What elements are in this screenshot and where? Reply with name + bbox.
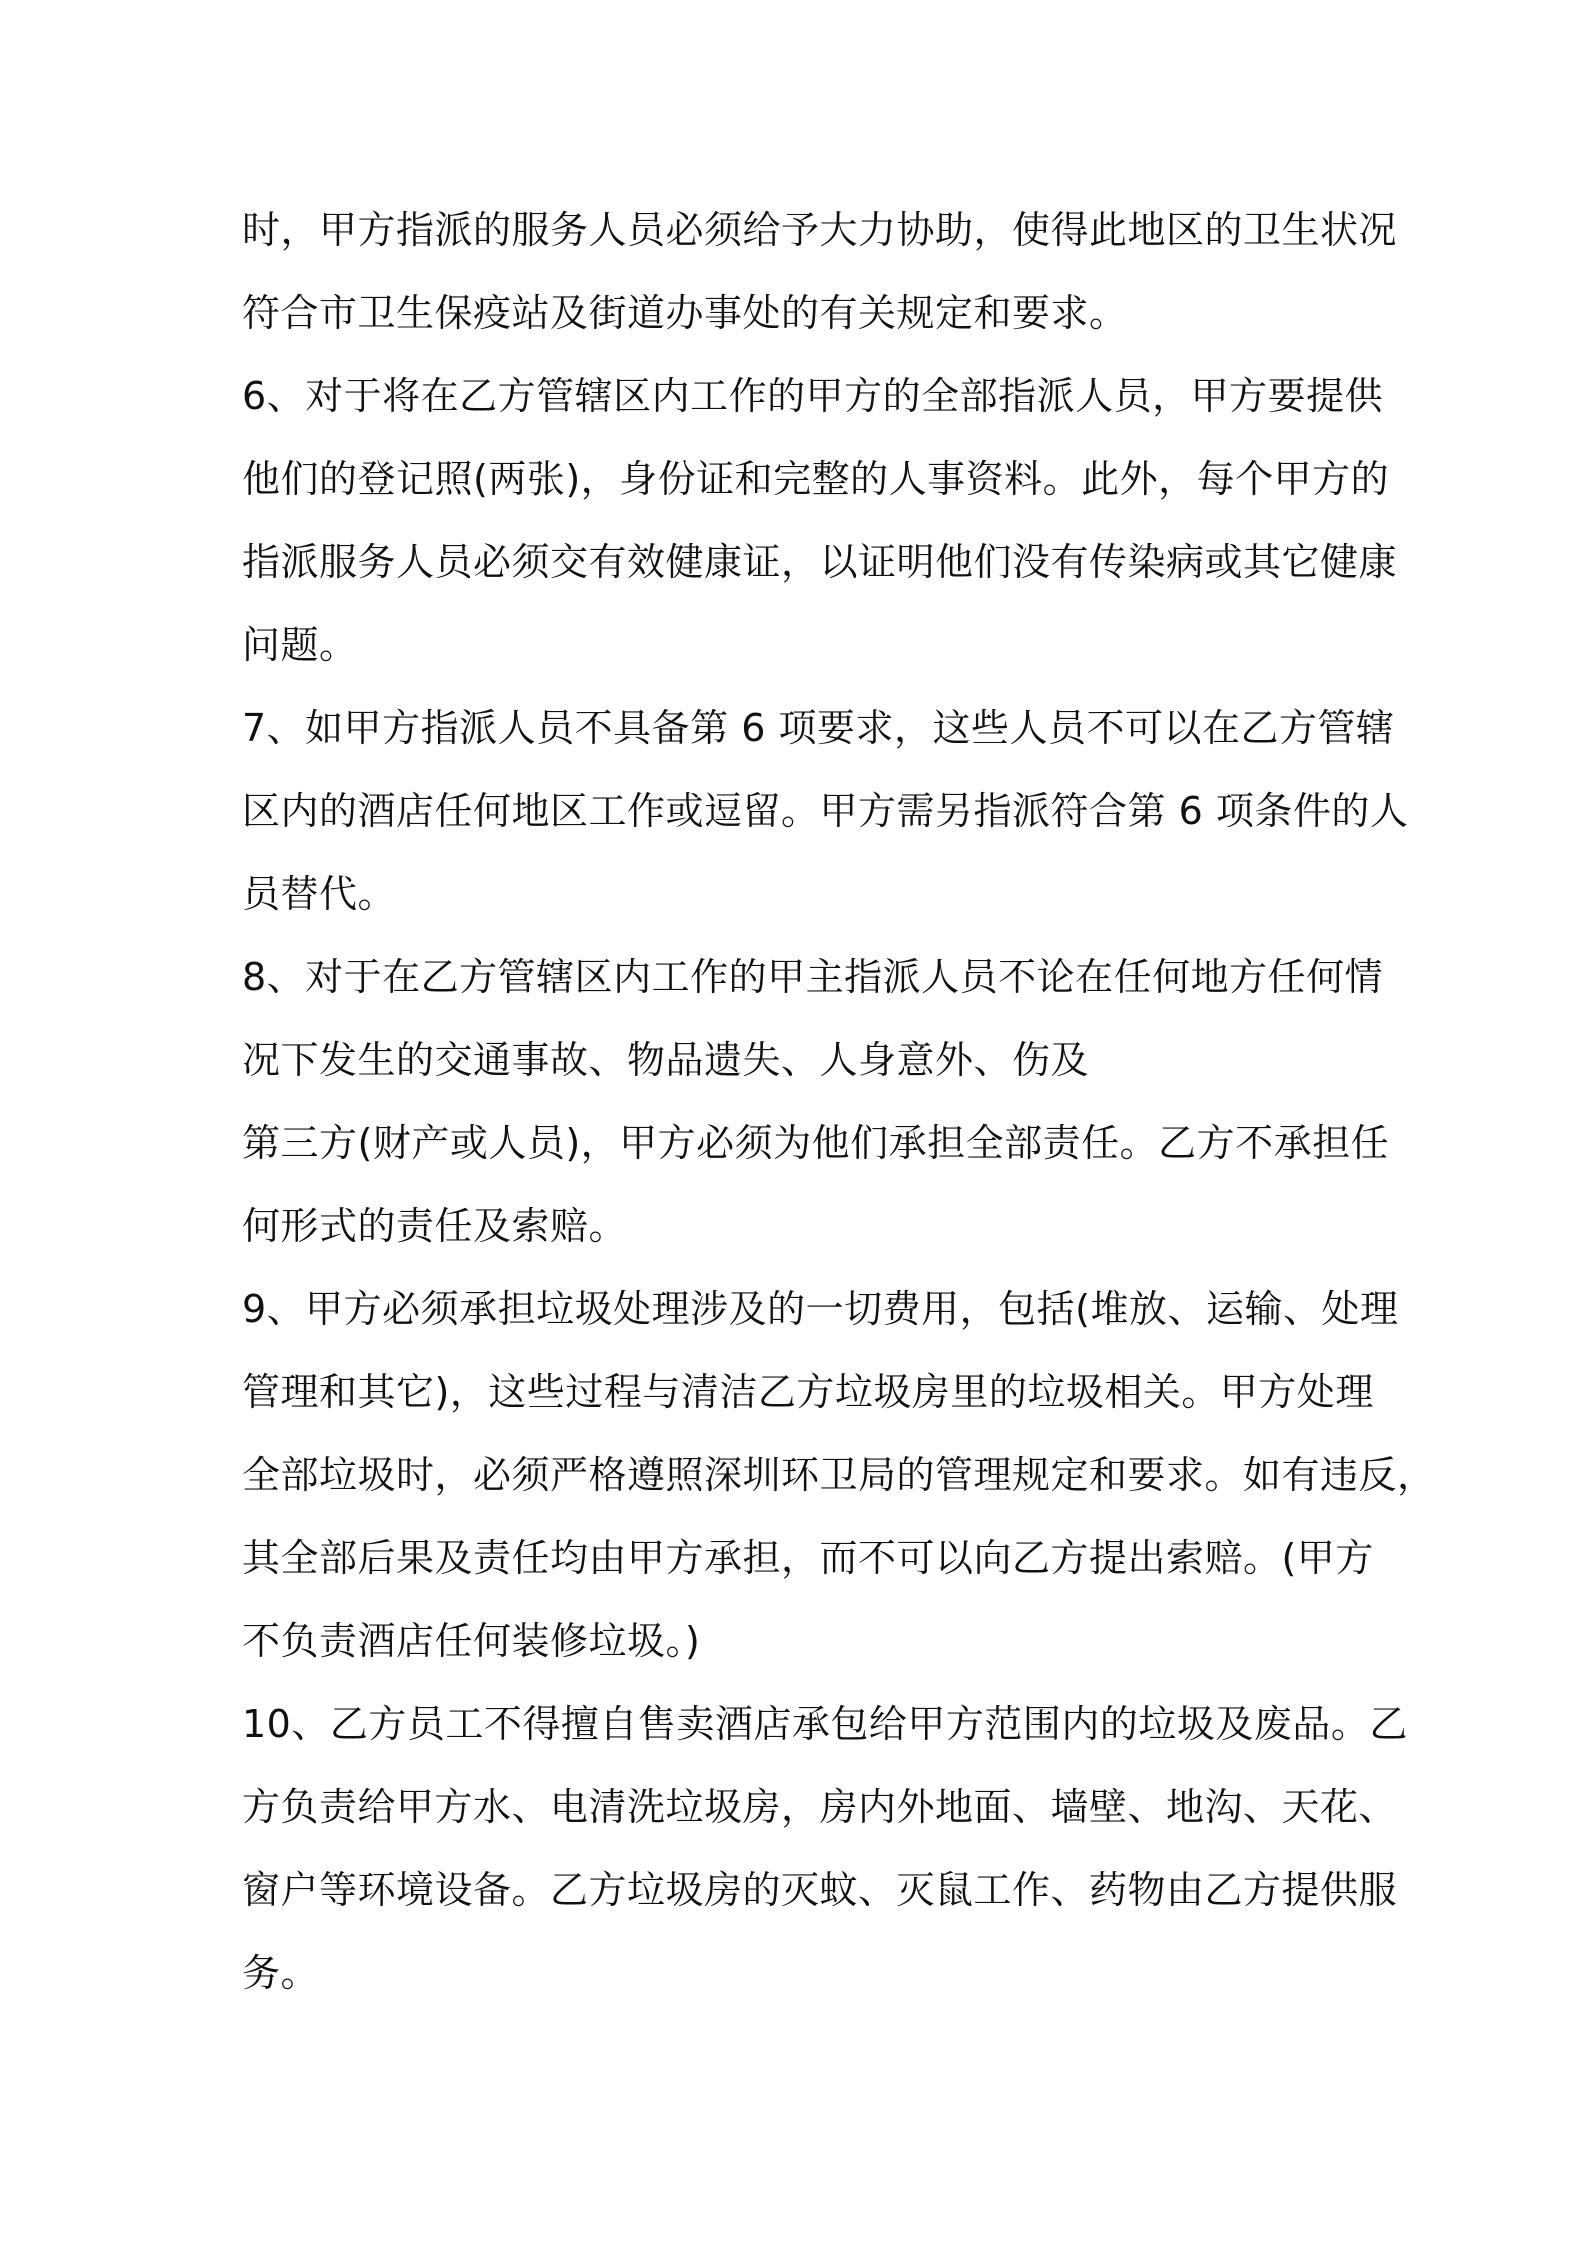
text-line: 不负责酒店任何装修垃圾。) (242, 1619, 701, 1663)
text-line: 员替代。 (242, 872, 397, 916)
text-line: 10、乙方员工不得擅自售卖酒店承包给甲方范围内的垃圾及废品。乙 (242, 1702, 1408, 1746)
text-line: 时，甲方指派的服务人员必须给予大力协助，使得此地区的卫生状况 (242, 208, 1398, 252)
text-line: 9、甲方必须承担垃圾处理涉及的一切费用，包括(堆放、运输、处理 (242, 1287, 1399, 1331)
text-line: 其全部后果及责任均由甲方承担，而不可以向乙方提出索赔。(甲方 (242, 1536, 1374, 1580)
text-line: 他们的登记照(两张)，身份证和完整的人事资料。此外，每个甲方的 (242, 457, 1390, 501)
text-line: 符合市卫生保疫站及街道办事处的有关规定和要求。 (242, 291, 1128, 335)
text-line: 方负责给甲方水、电清洗垃圾房，房内外地面、墙壁、地沟、天花、 (242, 1785, 1398, 1829)
text-line: 第三方(财产或人员)，甲方必须为他们承担全部责任。乙方不承担任 (242, 1121, 1390, 1165)
text-line: 指派服务人员必须交有效健康证，以证明他们没有传染病或其它健康 (242, 540, 1398, 584)
text-line: 管理和其它)，这些过程与清洁乙方垃圾房里的垃圾相关。甲方处理 (242, 1370, 1374, 1414)
text-line: 问题。 (242, 623, 358, 667)
text-line: 窗户等环境设备。乙方垃圾房的灭蚊、灭鼠工作、药物由乙方提供服 (242, 1868, 1398, 1912)
text-line: 区内的酒店任何地区工作或逗留。甲方需另指派符合第 6 项条件的人 (242, 789, 1409, 833)
text-line: 全部垃圾时，必须严格遵照深圳环卫局的管理规定和要求。如有违反， (242, 1453, 1436, 1497)
text-line: 8、对于在乙方管辖区内工作的甲主指派人员不论在任何地方任何情 (242, 955, 1384, 999)
text-line: 6、对于将在乙方管辖区内工作的甲方的全部指派人员，甲方要提供 (242, 374, 1384, 418)
text-line: 务。 (242, 1951, 320, 1995)
text-line: 况下发生的交通事故、物品遗失、人身意外、伤及 (242, 1038, 1090, 1082)
text-line: 7、如甲方指派人员不具备第 6 项要求，这些人员不可以在乙方管辖 (242, 706, 1395, 750)
text-line: 何形式的责任及索赔。 (242, 1204, 628, 1248)
